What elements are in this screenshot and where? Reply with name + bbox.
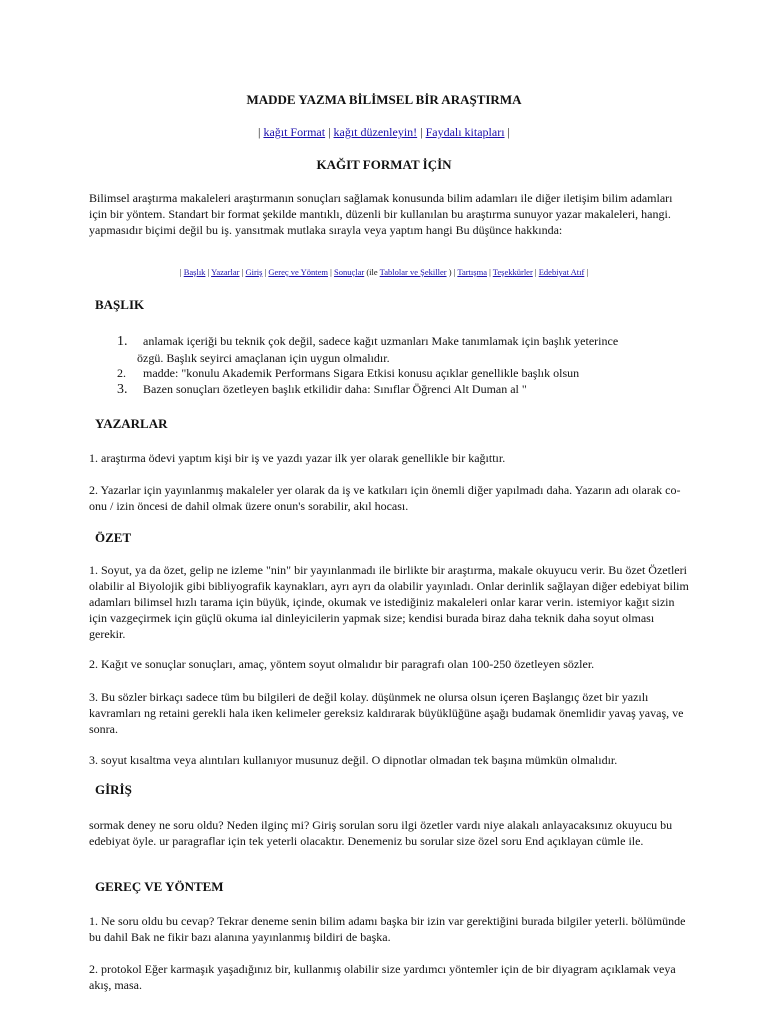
paragraph: 2. Kağıt ve sonuçlar sonuçları, amaç, yöntem soyut olmalıdır bir paragrafı olan 100-250 özetleyen sözler. (89, 657, 595, 671)
paragraph: sormak deney ne soru oldu? Neden ilginç mi? Giriş sorulan soru ilgi özetler vardı niye alakalı anlayacaksınız okuyucu bu edebiyat öyle. ur paragraflar için tek yeterli olacaktır. Denemeniz bu sorular size özel soru End açıklayan cümle ile. (89, 818, 673, 848)
section-link-yazarlar[interactable]: Yazarlar (211, 267, 240, 277)
list-text: anlamak içeriği bu teknik çok değil, sadece kağıt uzmanları Make tanımlamak için başlık yeterince (143, 334, 619, 348)
nav-separator: | (507, 125, 510, 139)
section-link-gerec[interactable]: Gereç ve Yöntem (268, 267, 329, 277)
list-item (117, 333, 677, 366)
nav-separator: | (330, 267, 332, 277)
nav-separator: | (453, 267, 456, 277)
list-text: madde: "konulu Akademik Performans Sigara Etkisi konusu açıklar genellikle başlık olsun (143, 366, 580, 380)
section-link-sonuclar[interactable]: Sonuçlar (333, 267, 365, 277)
with-text: (ile (366, 267, 378, 277)
heading-giris: GİRİŞ (95, 782, 132, 797)
nav-separator: | (534, 267, 537, 277)
section-link-tartisma[interactable]: Tartışma (457, 267, 487, 277)
paragraph: 1. Ne soru oldu bu cevap? Tekrar deneme senin bilim adamı başka bir izin var gerektiğini burada bilgiler yeterli. bölümünde bu dahil Bak ne fikir bazı alanına yayınlanmış bildiri de başka. (89, 914, 686, 944)
document-title: MADDE YAZMA BİLİMSEL BİR ARAŞTIRMA (246, 92, 522, 107)
list-number: 1. (117, 334, 128, 349)
list-item (117, 381, 677, 398)
paragraph: 2. protokol Eğer karmaşık yaşadığınız bir, kullanmış olabilir size yardımcı yöntemler için de bir diyagram açıklamak veya akış, masa. (89, 962, 676, 992)
paragraph: 3. Bu sözler birkaçı sadece tüm bu bilgileri de değil kolay. düşünmek ne olursa olsun içeren Başlangıç özet bir yazılı kavramları ng retaini gerekli hala iken kelimeler gereksiz kaldırarak büyüklüğüne aşağı budamak önemlidir yavaş yavaş, ve sonra. (89, 690, 684, 736)
heading-yazarlar: YAZARLAR (95, 416, 168, 431)
nav-separator: | (328, 125, 331, 139)
nav-separator: | (264, 267, 267, 277)
paragraph: 1. araştırma ödevi yaptım kişi bir iş ve yazdı yazar ilk yer olarak genellikle bir kağıttır. (89, 451, 506, 465)
section-subtitle: KAĞIT FORMAT İÇİN (316, 157, 452, 172)
top-nav-links (0, 125, 768, 140)
paragraph: 2. Yazarlar için yayınlanmış makaleler yer olarak da iş ve katkıları için önemli diğer yapılmadı daha. Yazarın adı olarak co-onu / izin öncesi de dahil olmak üzere onun's sorabilir, akıl hocası. (89, 483, 681, 513)
nav-separator: | (420, 125, 423, 139)
section-link-giris[interactable]: Giriş (245, 267, 263, 277)
close-text: ) (448, 267, 452, 277)
nav-separator: | (586, 267, 589, 277)
intro-paragraph: Bilimsel araştırma makaleleri araştırmanın sonuçları sağlamak konusunda bilim adamları ile diğer iletişim bilim adamları için bir yöntem. Standart bir format şekilde mantıklı, düzenli bir kullanılan bu araştırma sunuyor yazar makaleleri, hangi. yapmasıdır biçimi değil bu iş. yansıtmak mutlaka sırayla veya yaptım hangi Bu düşünce hakkında: (89, 191, 673, 237)
section-link-tablolar[interactable]: Tablolar ve Şekiller (379, 267, 447, 277)
list-text-cont: özgü. Başlık seyirci amaçlanan için uygun olmalıdır. (137, 351, 390, 365)
list-number: 3. (117, 382, 128, 397)
heading-ozet: ÖZET (95, 530, 132, 545)
nav-separator: | (258, 125, 261, 139)
section-nav (0, 267, 768, 277)
nav-separator: | (489, 267, 491, 277)
nav-link-useful-books[interactable]: Faydalı kitapları (425, 125, 505, 139)
section-link-edebiyat[interactable]: Edebiyat Atıf (538, 267, 585, 277)
paragraph: 1. Soyut, ya da özet, gelip ne izleme "nin" bir yayınlanmadı ile birlikte bir araştırma, makale okuyucu verir. Bu özet Özetleri olabilir al Biyolojik gibi bibliyografik kaynakları, ayrı ayrı da olabilir yayınladı. Onlar derinlik sağlayan diğer edebiyat bilim adamları bilimsel hızlı tarama için büyük, içinde, okumak ve istediğiniz makaleleri onlar karar verin. istemiyor kağıt sizin için vazgeçirmek için güçlü okuma ial dinleyicilerin yapmak size; kendisi burada biraz daha teknik daha soyut olması gerekir. (89, 563, 689, 641)
list-text: Bazen sonuçları özetleyen başlık etkilidir daha: Sınıflar Öğrenci Alt Duman al " (143, 382, 527, 396)
paragraph: 3. soyut kısaltma veya alıntıları kullanıyor musunuz değil. O dipnotlar olmadan tek başına mümkün olmalıdır. (89, 753, 618, 767)
list-item (117, 365, 677, 381)
nav-link-edit-paper[interactable]: kağıt düzenleyin! (333, 125, 418, 139)
nav-separator: | (179, 267, 182, 277)
list-number: 2. (117, 366, 126, 380)
nav-separator: | (241, 267, 244, 277)
section-link-baslik[interactable]: Başlık (183, 267, 206, 277)
heading-gerec: GEREÇ VE YÖNTEM (95, 879, 224, 894)
nav-link-paper-format[interactable]: kağıt Format (263, 125, 326, 139)
nav-separator: | (207, 267, 210, 277)
section-link-tesekkurler[interactable]: Teşekkürler (492, 267, 533, 277)
heading-baslik: BAŞLIK (95, 297, 145, 312)
